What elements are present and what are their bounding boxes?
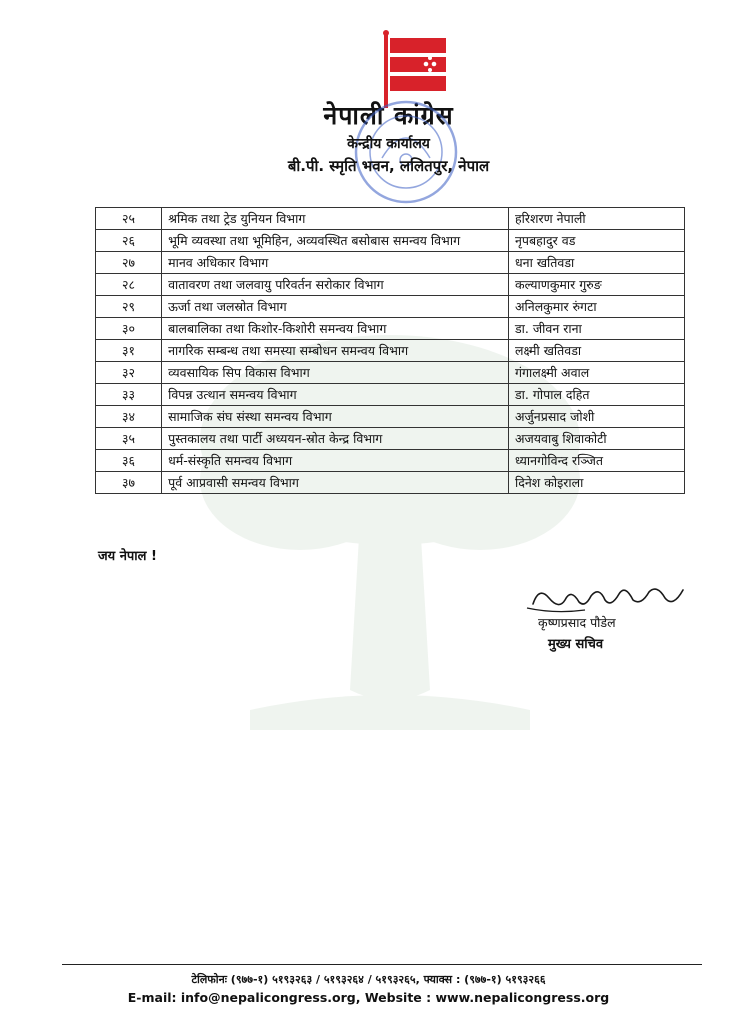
signatory-title: मुख्य सचिव (548, 637, 604, 652)
signatory-name: कृष्णप्रसाद पौडेल (538, 615, 616, 630)
table-row (96, 230, 685, 252)
row-number: ३१ (96, 340, 162, 362)
row-number: २९ (96, 296, 162, 318)
chief-name: डा. गोपाल दहित (508, 384, 684, 406)
chief-name: हरिशरण नेपाली (508, 208, 684, 230)
table-row (96, 384, 685, 406)
department-name: मानव अधिकार विभाग (162, 252, 509, 274)
chief-name: लक्ष्मी खतिवडा (508, 340, 684, 362)
chief-name: नृपबहादुर वड (508, 230, 684, 252)
department-name: पूर्व आप्रवासी समन्वय विभाग (162, 472, 509, 494)
department-name: सामाजिक संघ संस्था समन्वय विभाग (162, 406, 509, 428)
department-name: श्रमिक तथा ट्रेड युनियन विभाग (162, 208, 509, 230)
chief-name: अजयवाबु शिवाकोटी (508, 428, 684, 450)
table-row (96, 208, 685, 230)
table-row (96, 362, 685, 384)
closing-salutation: जय नेपाल ! (98, 549, 157, 564)
row-number: ३७ (96, 472, 162, 494)
department-table (95, 207, 685, 494)
department-name: धर्म-संस्कृति समन्वय विभाग (162, 450, 509, 472)
department-name: पुस्तकालय तथा पार्टी अध्ययन-स्रोत केन्द्र विभाग (162, 428, 509, 450)
row-number: ३६ (96, 450, 162, 472)
chief-name: अनिलकुमार रुंगटा (508, 296, 684, 318)
chief-name: गंगालक्ष्मी अवाल (508, 362, 684, 384)
footer-divider (62, 964, 702, 965)
office-address: बी.पी. स्मृति भवन, ललितपुर, नेपाल (287, 157, 490, 175)
department-table-body (96, 208, 685, 494)
row-number: ३५ (96, 428, 162, 450)
row-number: २७ (96, 252, 162, 274)
chief-name: दिनेश कोइराला (508, 472, 684, 494)
table-row (96, 296, 685, 318)
handwritten-signature (525, 578, 695, 618)
chief-name: डा. जीवन राना (508, 318, 684, 340)
table-row (96, 274, 685, 296)
table-row (96, 472, 685, 494)
chief-name: ध्यानगोविन्द रञ्जित (508, 450, 684, 472)
department-name: बालबालिका तथा किशोर-किशोरी समन्वय विभाग (162, 318, 509, 340)
party-name: नेपाली कांग्रेस (323, 101, 454, 130)
row-number: ३३ (96, 384, 162, 406)
chief-name: कल्याणकुमार गुरुङ (508, 274, 684, 296)
row-number: २६ (96, 230, 162, 252)
chief-name: धना खतिवडा (508, 252, 684, 274)
row-number: २८ (96, 274, 162, 296)
footer-phone-line: टेलिफोनः (९७७-१) ५१९३२६३ / ५१९३२६४ / ५१९३२६५, फ्याक्स : (९७७-१) ५१९३२६६ (191, 973, 546, 986)
row-number: ३४ (96, 406, 162, 428)
table-row (96, 450, 685, 472)
department-name: भूमि व्यवस्था तथा भूमिहिन, अव्यवस्थित बसोबास समन्वय विभाग (162, 230, 509, 252)
department-name: विपन्न उत्थान समन्वय विभाग (162, 384, 509, 406)
department-name: वातावरण तथा जलवायु परिवर्तन सरोकार विभाग (162, 274, 509, 296)
department-name: नागरिक सम्बन्ध तथा समस्या सम्बोधन समन्वय विभाग (162, 340, 509, 362)
table-row (96, 406, 685, 428)
table-row (96, 340, 685, 362)
row-number: ३० (96, 318, 162, 340)
row-number: २५ (96, 208, 162, 230)
row-number: ३२ (96, 362, 162, 384)
department-name: व्यवसायिक सिप विकास विभाग (162, 362, 509, 384)
table-row (96, 252, 685, 274)
table-row (96, 428, 685, 450)
department-name: ऊर्जा तथा जलस्रोत विभाग (162, 296, 509, 318)
chief-name: अर्जुनप्रसाद जोशी (508, 406, 684, 428)
footer-web-line: E-mail: info@nepalicongress.org, Website : www.nepalicongress.org (127, 990, 610, 1005)
office-name: केन्द्रीय कार्यालय (347, 136, 430, 152)
table-row (96, 318, 685, 340)
